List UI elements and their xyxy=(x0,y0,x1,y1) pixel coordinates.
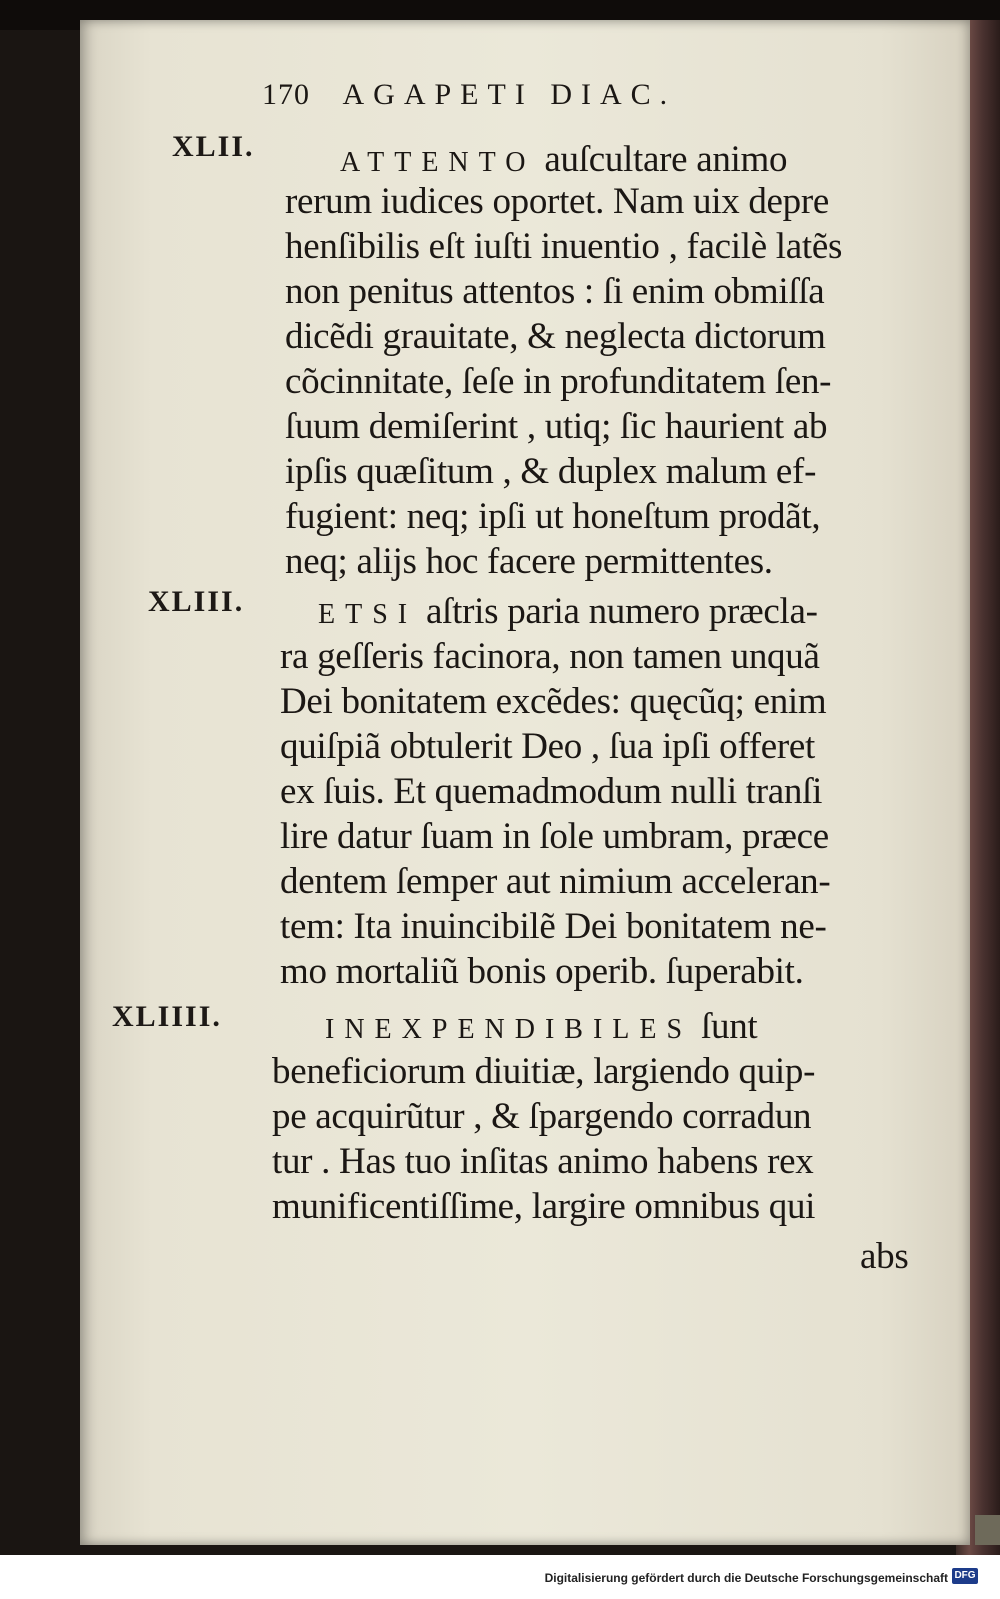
text-line: munificentiſſime, largire omnibus qui xyxy=(272,1186,816,1227)
text-line: ra geſſeris facinora, non tamen unquã xyxy=(280,636,820,677)
text-line: non penitus attentos : ſi enim obmiſſa xyxy=(285,271,825,312)
section-numeral: XLIIII. xyxy=(112,1000,222,1033)
text-line: tem: Ita inuincibilẽ Dei bonitatem ne- xyxy=(280,906,827,947)
initial-word: ATTENTO xyxy=(340,147,536,178)
text-line: rerum iudices oportet. Nam uix depre xyxy=(285,181,830,222)
text-line: dentem ſemper aut nimium acceleran- xyxy=(280,861,831,902)
text-line: INEXPENDIBILES ſunt xyxy=(325,1006,758,1047)
page-number: 170 xyxy=(262,78,310,111)
text-line: ipſis quæſitum , & duplex malum ef- xyxy=(285,451,817,492)
text-line: mo mortaliũ bonis operib. ſuperabit. xyxy=(280,951,804,992)
running-title: AGAPETI DIAC. xyxy=(342,78,677,111)
text-line: cõcinnitate, ſeſe in profunditatem ſen- xyxy=(285,361,832,402)
text-line: neq; alijs hoc facere permittentes. xyxy=(285,541,773,582)
text-line: pe acquirũtur , & ſpargendo corradun xyxy=(272,1096,812,1137)
text-line: ETSI aſtris paria numero præcla- xyxy=(318,591,818,632)
catchword: abs xyxy=(860,1236,909,1277)
initial-word: INEXPENDIBILES xyxy=(325,1014,693,1045)
text-line: quiſpiã obtulerit Deo , ſua ipſi offeret xyxy=(280,726,815,767)
text-line: ex ſuis. Et quemadmodum nulli tranſi xyxy=(280,771,823,812)
text-line: dicẽdi grauitate, & neglecta dictorum xyxy=(285,316,826,357)
text-line: lire datur ſuam in ſole umbram, præce xyxy=(280,816,829,857)
text-line: ſuum demiſerint , utiq; ſic haurient ab xyxy=(285,406,828,447)
text-line: Dei bonitatem excẽdes: quęcũq; enim xyxy=(280,681,827,722)
book-spine-strip xyxy=(975,1515,1000,1545)
text-line: fugient: neq; ipſi ut honeſtum prodãt, xyxy=(285,496,821,537)
digitization-credit: Digitalisierung gefördert durch die Deutsche Forschungsgemeinschaft xyxy=(544,1571,948,1585)
text-line: beneficiorum diuitiæ, largiendo quip- xyxy=(272,1051,816,1092)
text-line: henſibilis eſt iuſti inuentio , facilè latẽs xyxy=(285,226,843,267)
running-head xyxy=(262,78,676,112)
section-numeral: XLII. xyxy=(172,130,255,163)
section-numeral: XLIII. xyxy=(148,585,245,618)
initial-word: ETSI xyxy=(318,599,418,630)
text-line: tur . Has tuo inſitas animo habens rex xyxy=(272,1141,814,1182)
dfg-logo: DFG xyxy=(952,1568,978,1584)
text-line: ATTENTO auſcultare animo xyxy=(340,139,788,180)
